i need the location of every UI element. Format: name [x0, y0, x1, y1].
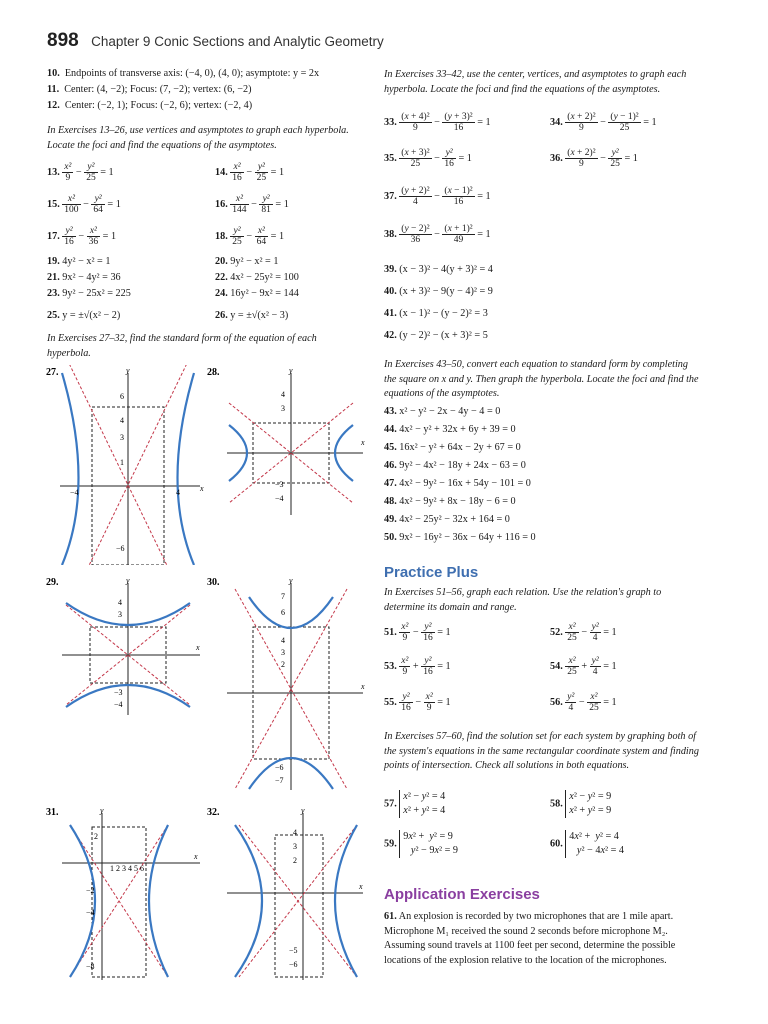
svg-text:−6: −6: [275, 763, 284, 772]
svg-text:6: 6: [120, 392, 124, 401]
svg-text:32.: 32.: [207, 807, 220, 818]
exercise-33: 33. $\frac{\text{(x + 4)²}}{9}$ − $\frac{\text{(y + 3)²}}{16}$ = 1: [384, 112, 491, 133]
exercise-21: 21. 9x² − 4y² = 36: [47, 272, 121, 283]
svg-text:6: 6: [281, 608, 285, 617]
exercise-12: 12. Center: (−2, 1); Focus: (−2, 6); vertex: (−2, 4): [47, 100, 253, 111]
svg-text:4: 4: [118, 598, 122, 607]
exercise-60: 60. 4x² + y² = 4 y² − 4x² = 4: [550, 831, 624, 856]
svg-text:4: 4: [281, 636, 285, 645]
practice-plus-heading: Practice Plus: [384, 564, 479, 581]
graph-31: [40, 805, 205, 980]
svg-text:−8: −8: [86, 962, 95, 971]
svg-text:−3: −3: [114, 688, 123, 697]
exercise-43: 43. x² − y² − 2x − 4y − 4 = 0: [384, 406, 501, 417]
svg-text:2: 2: [281, 660, 285, 669]
svg-text:31.: 31.: [46, 807, 59, 818]
svg-text:x: x: [200, 484, 204, 493]
graph-27: [40, 365, 210, 565]
exercise-61: 61. An explosion is recorded by two microphones that are 1 mile apart. Microphone M₁ received the sound 2 seconds before microphone M₂. Assuming sound travels at 1100 feet per second, determine the possible locations of the explosion relative to the location of the microphones.: [384, 911, 676, 966]
exercise-44: 44. 4x² − y² + 32x + 6y + 39 = 0: [384, 424, 516, 435]
chapter-title: Chapter 9 Conic Sections and Analytic Geometry: [91, 34, 384, 49]
svg-text:29.: 29.: [46, 577, 59, 588]
svg-text:−4: −4: [114, 700, 123, 709]
svg-text:4: 4: [176, 488, 180, 497]
instructions-43-50: In Exercises 43–50, convert each equation to standard form by completing the square on x and y. Then graph the hyperbola. Locate the foci and find the equations of the asymptotes.: [384, 359, 699, 399]
graph-32: [205, 805, 370, 980]
svg-text:7: 7: [281, 592, 285, 601]
instructions-33-42: In Exercises 33–42, use the center, vertices, and asymptotes to graph each hyperbola. Locate the foci and find the equations of the asymptotes.: [384, 69, 687, 95]
svg-text:4: 4: [293, 828, 297, 837]
exercise-54: 54. $\frac{\text{x²}}{25}$ + $\frac{\text{y²}}{4}$ = 1: [550, 656, 617, 677]
exercise-10: 10. Endpoints of transverse axis: (−4, 0), (4, 0); asymptote: y = 2x: [47, 68, 320, 79]
graph-30: [205, 575, 370, 790]
svg-text:−4: −4: [86, 908, 95, 917]
exercise-25: 25. y = ±√(x² − 2): [47, 310, 121, 321]
exercise-41: 41. (x − 1)² − (y − 2)² = 3: [384, 308, 488, 319]
instructions-27-32: In Exercises 27–32, find the standard form of the equation of each hyperbola.: [47, 333, 317, 359]
page-header: [47, 30, 384, 52]
exercise-58: 58. x² − y² = 9 x² + y² = 9: [550, 791, 612, 816]
svg-text:−6: −6: [116, 544, 125, 553]
exercise-11: 11. Center: (4, −2); Focus: (7, −2); vertex: (6, −2): [47, 84, 252, 95]
exercise-22: 22. 4x² − 25y² = 100: [215, 272, 299, 283]
exercise-36: 36. $\frac{\text{(x + 2)²}}{9}$ − $\frac{\text{y²}}{25}$ = 1: [550, 148, 638, 169]
svg-text:3: 3: [118, 610, 122, 619]
svg-text:−3: −3: [275, 480, 284, 489]
exercise-42: 42. (y − 2)² − (x + 3)² = 5: [384, 330, 488, 341]
exercise-55: 55. $\frac{\text{y²}}{16}$ − $\frac{\text{x²}}{9}$ = 1: [384, 692, 451, 713]
svg-text:y: y: [126, 366, 130, 375]
exercise-35: 35. $\frac{\text{(x + 3)²}}{25}$ − $\frac{\text{y²}}{16}$ = 1: [384, 148, 472, 169]
svg-text:−4: −4: [275, 494, 284, 503]
svg-text:−4: −4: [70, 488, 79, 497]
exercise-56: 56. $\frac{\text{y²}}{4}$ − $\frac{\text{x²}}{25}$ = 1: [550, 692, 617, 713]
svg-text:y: y: [126, 576, 130, 585]
exercise-49: 49. 4x² − 25y² − 32x + 164 = 0: [384, 514, 510, 525]
graph-28: [205, 365, 370, 515]
exercise-24: 24. 16y² − 9x² = 144: [215, 288, 299, 299]
instructions-13-26: In Exercises 13–26, use vertices and asymptotes to graph each hyperbola. Locate the foci and find the equations of the asymptotes.: [47, 125, 349, 151]
page-number: 898: [47, 30, 79, 51]
svg-text:30.: 30.: [207, 577, 220, 588]
exercise-20: 20. 9y² − x² = 1: [215, 256, 279, 267]
exercise-47: 47. 4x² − 9y² − 16x + 54y − 101 = 0: [384, 478, 531, 489]
exercise-16: 16. $\frac{\text{x²}}{144}$ − $\frac{\text{y²}}{81}$ = 1: [215, 194, 289, 215]
exercise-26: 26. y = ±√(x² − 3): [215, 310, 289, 321]
exercise-13: 13. $\frac{\text{x²}}{9}$ − $\frac{\text{y²}}{25}$ = 1: [47, 162, 114, 183]
exercise-51: 51. $\frac{\text{x²}}{9}$ − $\frac{\text{y²}}{16}$ = 1: [384, 622, 451, 643]
svg-text:2: 2: [94, 832, 98, 841]
svg-text:−7: −7: [275, 776, 284, 785]
svg-text:27.: 27.: [46, 367, 59, 378]
exercise-45: 45. 16x² − y² + 64x − 2y + 67 = 0: [384, 442, 521, 453]
svg-text:3: 3: [120, 433, 124, 442]
exercise-46: 46. 9y² − 4x² − 18y + 24x − 63 = 0: [384, 460, 526, 471]
svg-text:y: y: [289, 366, 293, 375]
exercise-59: 59. 9x² + y² = 9 y² − 9x² = 9: [384, 831, 458, 856]
exercise-17: 17. $\frac{\text{y²}}{16}$ − $\frac{\text{x²}}{36}$ = 1: [47, 226, 117, 247]
graph-29: [40, 575, 205, 715]
svg-text:y: y: [289, 576, 293, 585]
exercise-52: 52. $\frac{\text{x²}}{25}$ − $\frac{\text{y²}}{4}$ = 1: [550, 622, 617, 643]
instructions-51-56: In Exercises 51–56, graph each relation. Use the relation's graph to determine its domain and range.: [384, 587, 662, 613]
exercise-38: 38. $\frac{\text{(y − 2)²}}{36}$ − $\frac{\text{(x + 1)²}}{49}$ = 1: [384, 224, 491, 245]
svg-text:x: x: [196, 643, 200, 652]
svg-text:3: 3: [281, 648, 285, 657]
exercise-39: 39. (x − 3)² − 4(y + 3)² = 4: [384, 264, 493, 275]
svg-text:2: 2: [293, 856, 297, 865]
application-exercises-heading: Application Exercises: [384, 886, 540, 903]
svg-text:−5: −5: [289, 946, 298, 955]
exercise-37: 37. $\frac{\text{(y + 2)²}}{4}$ − $\frac{\text{(x − 1)²}}{16}$ = 1: [384, 186, 491, 207]
exercise-40: 40. (x + 3)² − 9(y − 4)² = 9: [384, 286, 493, 297]
svg-text:x: x: [361, 682, 365, 691]
svg-text:4: 4: [120, 416, 124, 425]
exercise-53: 53. $\frac{\text{x²}}{9}$ + $\frac{\text{y²}}{16}$ = 1: [384, 656, 451, 677]
exercise-48: 48. 4x² − 9y² + 8x − 18y − 6 = 0: [384, 496, 516, 507]
exercise-14: 14. $\frac{\text{x²}}{16}$ − $\frac{\text{y²}}{25}$ = 1: [215, 162, 285, 183]
exercise-23: 23. 9y² − 25x² = 225: [47, 288, 131, 299]
exercise-50: 50. 9x² − 16y² − 36x − 64y + 116 = 0: [384, 532, 536, 543]
svg-text:x: x: [361, 438, 365, 447]
svg-text:3: 3: [293, 842, 297, 851]
svg-text:−2: −2: [86, 886, 95, 895]
exercise-15: 15. $\frac{\text{x²}}{100}$ − $\frac{\text{y²}}{64}$ = 1: [47, 194, 121, 215]
svg-text:y: y: [100, 806, 104, 815]
svg-text:−6: −6: [289, 960, 298, 969]
exercise-57: 57. x² − y² = 4 x² + y² = 4: [384, 791, 446, 816]
svg-text:28.: 28.: [207, 367, 220, 378]
svg-text:x: x: [359, 882, 363, 891]
instructions-57-60: In Exercises 57–60, find the solution set for each system by graphing both of the system's equations in the same rectangular coordinate system and finding points of intersection. Check all solutions in both equations.: [384, 731, 699, 771]
svg-text:1 2 3 4 5 6: 1 2 3 4 5 6: [110, 864, 144, 873]
exercise-34: 34. $\frac{\text{(x + 2)²}}{9}$ − $\frac{\text{(y − 1)²}}{25}$ = 1: [550, 112, 657, 133]
svg-text:4: 4: [281, 390, 285, 399]
exercise-19: 19. 4y² − x² = 1: [47, 256, 111, 267]
svg-text:1: 1: [120, 458, 124, 467]
svg-text:x: x: [194, 852, 198, 861]
svg-text:3: 3: [281, 404, 285, 413]
exercise-18: 18. $\frac{\text{y²}}{25}$ − $\frac{\text{x²}}{64}$ = 1: [215, 226, 285, 247]
svg-text:y: y: [301, 806, 305, 815]
